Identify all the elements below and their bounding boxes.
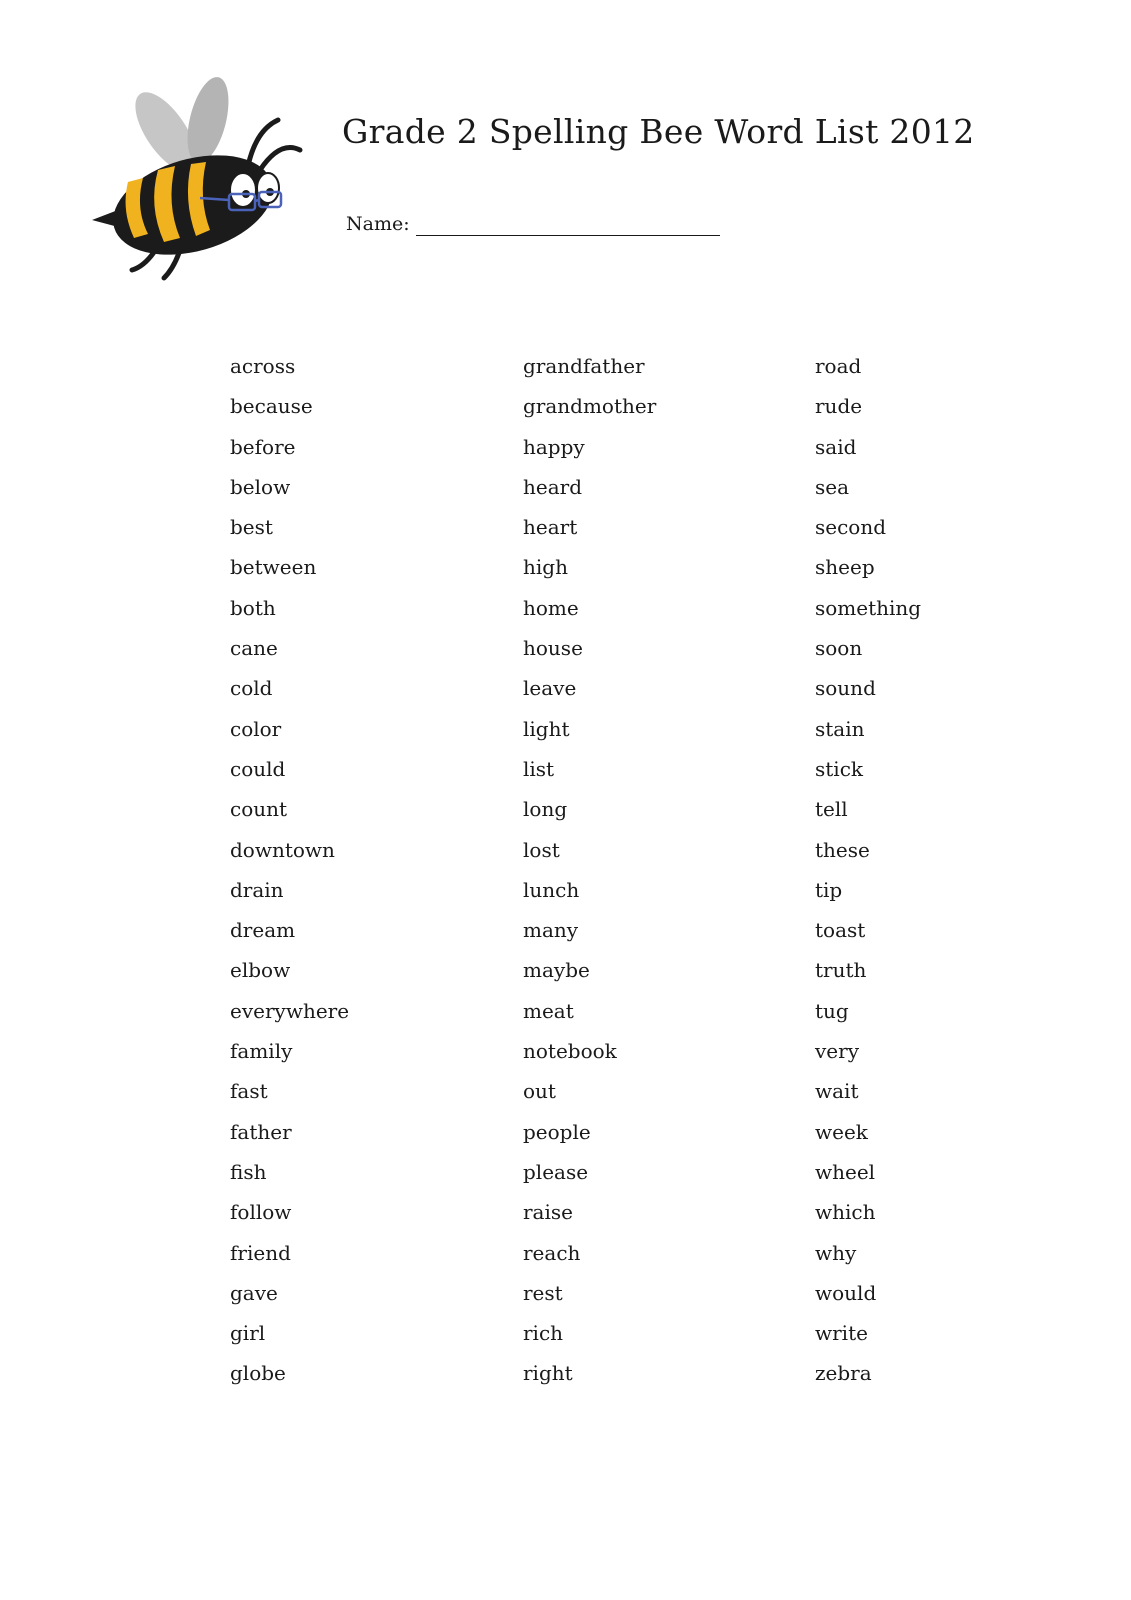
- name-blank-line: [416, 217, 720, 236]
- word-list-item: cold: [230, 676, 273, 701]
- word-list-item: would: [815, 1280, 877, 1305]
- word-list-item: grandmother: [523, 394, 657, 419]
- word-list-item: downtown: [230, 837, 335, 862]
- word-list-item: which: [815, 1200, 876, 1225]
- word-list-item: meat: [523, 998, 574, 1023]
- word-list-item: cane: [230, 636, 278, 661]
- word-list-item: lost: [523, 837, 560, 862]
- word-list-item: globe: [230, 1361, 286, 1386]
- word-list-item: below: [230, 474, 291, 499]
- word-list-item: elbow: [230, 958, 291, 983]
- page-title: Grade 2 Spelling Bee Word List 2012: [342, 112, 975, 151]
- word-list-item: lunch: [523, 877, 580, 902]
- word-list-item: tug: [815, 998, 849, 1023]
- word-list-item: across: [230, 354, 296, 378]
- word-list-item: sound: [815, 676, 876, 701]
- word-column-1: [230, 346, 349, 1394]
- word-list-item: right: [523, 1361, 573, 1386]
- word-list-item: fast: [230, 1079, 268, 1104]
- word-list-item: before: [230, 434, 296, 459]
- word-list-item: very: [815, 1039, 859, 1064]
- word-list-item: girl: [230, 1321, 266, 1346]
- word-list-item: because: [230, 394, 313, 419]
- word-list-item: light: [523, 716, 570, 741]
- word-list-item: heart: [523, 515, 578, 540]
- word-list-item: father: [230, 1119, 292, 1144]
- word-list-item: people: [523, 1119, 591, 1144]
- word-list-item: friend: [230, 1240, 291, 1265]
- word-list-item: week: [815, 1119, 868, 1144]
- word-list-item: many: [523, 918, 579, 943]
- word-list-item: both: [230, 595, 276, 620]
- word-list-item: soon: [815, 636, 863, 661]
- word-column-3: [815, 346, 921, 1394]
- word-list-item: maybe: [523, 958, 590, 983]
- word-list-item: please: [523, 1159, 589, 1184]
- word-list-item: reach: [523, 1240, 581, 1265]
- word-list-item: raise: [523, 1200, 573, 1225]
- word-list-item: rude: [815, 394, 863, 419]
- word-list-item: rest: [523, 1280, 563, 1305]
- word-list-item: wheel: [815, 1159, 876, 1184]
- word-list-item: grandfather: [523, 354, 645, 378]
- name-label: Name:: [346, 213, 410, 235]
- word-list-item: long: [523, 797, 568, 822]
- word-list-item: drain: [230, 877, 284, 902]
- word-list-item: could: [230, 756, 286, 781]
- word-list-item: everywhere: [230, 998, 350, 1023]
- word-list-item: zebra: [815, 1361, 872, 1386]
- word-list-item: sheep: [815, 555, 875, 580]
- word-column-2: [523, 346, 656, 1394]
- word-list-item: rich: [523, 1321, 564, 1346]
- word-list-item: list: [523, 756, 555, 781]
- word-list-item: gave: [230, 1280, 278, 1305]
- word-list-item: sea: [815, 474, 850, 499]
- word-list-item: truth: [815, 958, 867, 983]
- word-list-item: between: [230, 555, 317, 580]
- word-list-item: wait: [815, 1079, 859, 1104]
- word-list-item: these: [815, 837, 870, 862]
- word-list-item: fish: [230, 1159, 267, 1184]
- word-list-item: happy: [523, 434, 585, 459]
- word-list-item: notebook: [523, 1039, 617, 1064]
- word-list-item: best: [230, 515, 273, 540]
- word-list-item: count: [230, 797, 288, 822]
- word-list-item: dream: [230, 918, 296, 943]
- name-field: [346, 212, 720, 236]
- word-list-item: family: [230, 1039, 293, 1064]
- word-list-item: stain: [815, 716, 865, 741]
- bee-icon: [88, 70, 308, 285]
- word-list-item: write: [815, 1321, 868, 1346]
- word-list-item: heard: [523, 474, 583, 499]
- word-list-item: color: [230, 716, 282, 741]
- word-list-item: second: [815, 515, 887, 540]
- word-list-item: high: [523, 555, 568, 580]
- word-list-item: stick: [815, 756, 864, 781]
- word-list-item: said: [815, 434, 857, 459]
- word-list-item: leave: [523, 676, 577, 701]
- word-list-item: something: [815, 595, 922, 620]
- word-list-item: toast: [815, 918, 866, 943]
- word-list-item: house: [523, 636, 583, 661]
- word-list-item: follow: [230, 1200, 292, 1225]
- word-list-item: tip: [815, 877, 843, 902]
- word-list-item: out: [523, 1079, 556, 1104]
- word-list-item: tell: [815, 797, 848, 822]
- word-list-item: home: [523, 595, 579, 620]
- word-list-item: road: [815, 354, 862, 378]
- word-list-item: why: [815, 1240, 857, 1265]
